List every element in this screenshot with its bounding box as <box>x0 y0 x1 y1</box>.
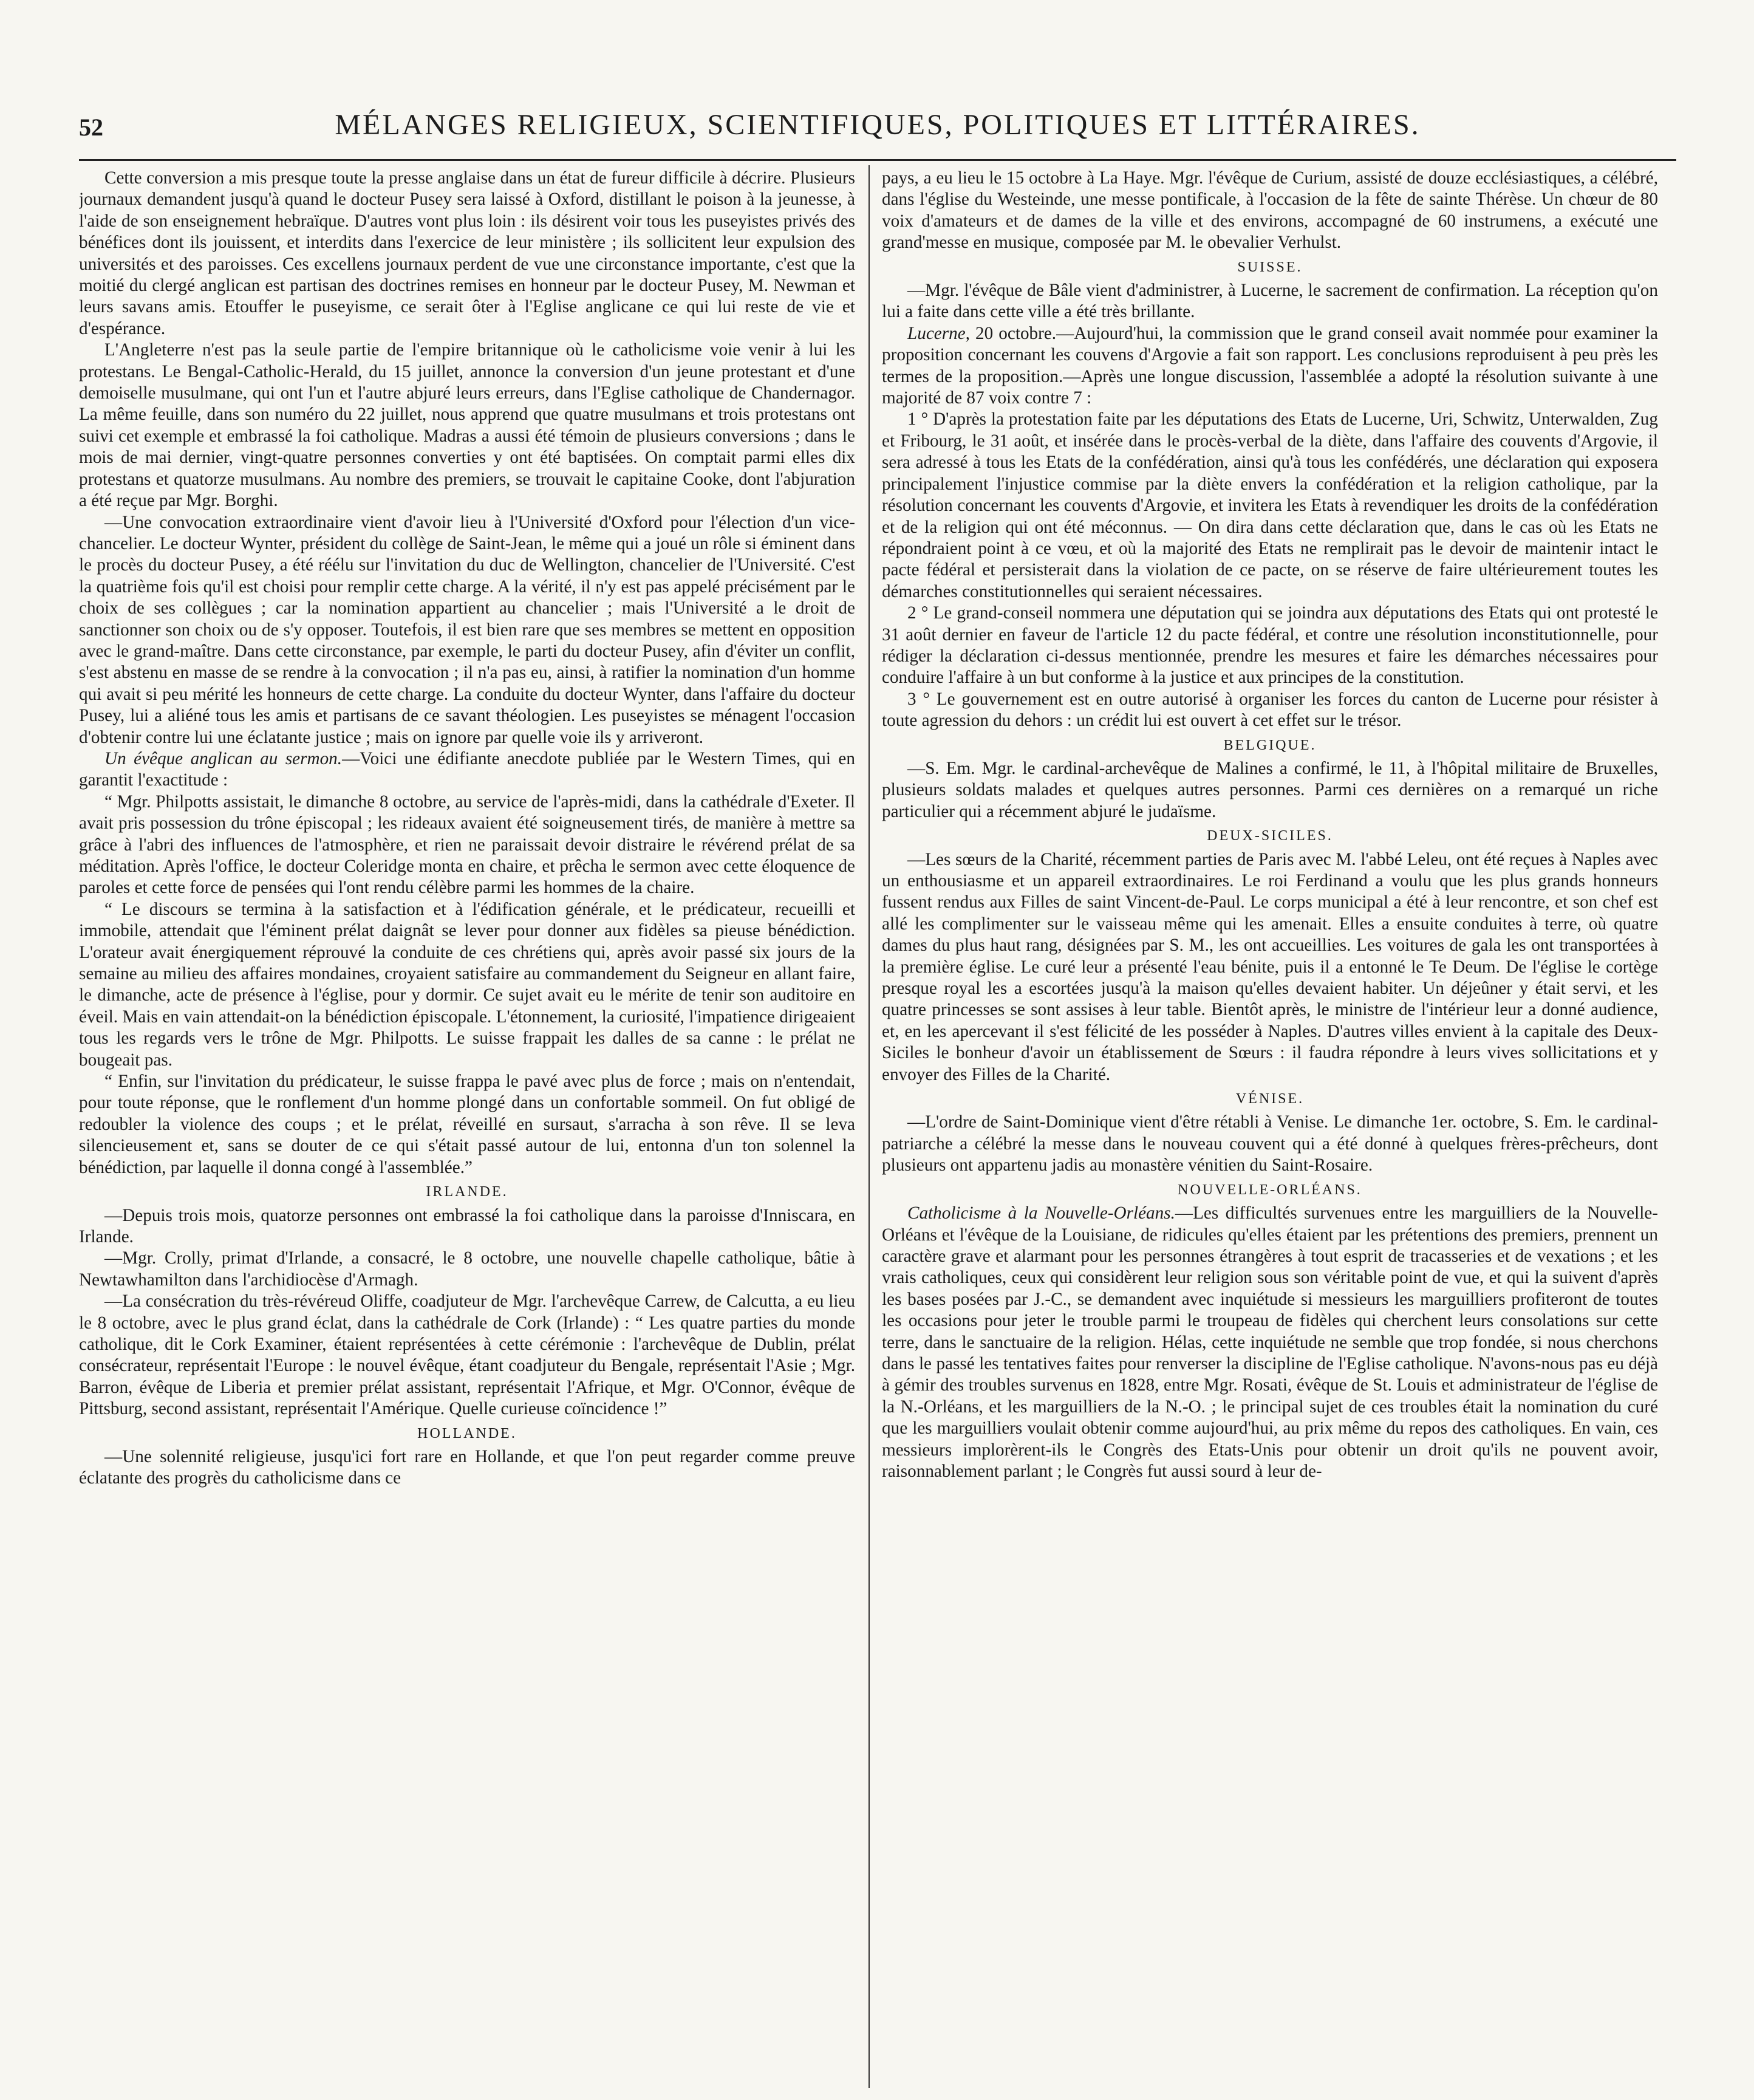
header-rule <box>79 159 1676 161</box>
paragraph: Cette conversion a mis presque toute la presse anglaise dans un état de fureur difficile à décrire. Plusieurs journaux demandent jusqu'à quand le docteur Pusey sera laissé à Oxford, distillant le poison à la jeunesse, à l'aide de son enseignement hebraïque. D'autres vont plus loin : ils désirent voir tous les puseyistes privés des bénéfices dont ils jouissent, et interdits dans l'exercice de leur ministère ; ils sollicitent leur expulsion des universités et des paroisses. Ces excellens journaux perdent de vue une circonstance importante, c'est que la moitié du clergé anglican est partisan des doctrines remises en honneur par le docteur Pusey, M. Newman et leurs savans amis. Etouffer le puseyisme, ce serait ôter à l'Eglise anglicane ce qui lui reste de vie et d'espérance. <box>79 168 855 338</box>
paragraph-lead: Catholicisme à la Nouvelle-Orléans. <box>907 1203 1175 1223</box>
paragraph: L'Angleterre n'est pas la seule partie de l'empire britannique où le catholicisme voie venir à lui les protestans. Le Bengal-Catholic-Herald, du 15 juillet, annonce la conversion d'un jeune protestant et d'une demoiselle musulmane, qui ont l'un et l'autre abjuré leurs erreurs, dans l'Eglise catholique de Chandernagor. La même feuille, dans son numéro du 22 juillet, nous apprend que quatre musulmans et trois protestans ont suivi cet exemple et embrassé la foi catholique. Madras a aussi été témoin de plusieurs conversions ; dans le mois de mai dernier, vingt-quatre personnes converties y ont été baptisées. On comptait parmi elles dix protestans et quatorze musulmans. Au nombre des premiers, se trouvait le capitaine Cooke, dont l'abjuration a été reçue par Mgr. Borghi. <box>79 340 855 511</box>
quote-paragraph: “ Enfin, sur l'invitation du prédicateur, le suisse frappa le pavé avec plus de force ; mais on n'entendait, pour toute réponse, que le ronflement d'un homme plongé dans un confortable sommeil. On fut obligé de redoubler la violence des coups ; et le prélat, réveillé en sursaut, s'arracha à son rêve. Il se leva silencieusement et, sans se douter de ce qui s'était passé autour de lui, entonna d'un ton solennel la bénédiction, par laquelle il donna congé à l'assemblée.” <box>79 1072 855 1177</box>
paragraph-lead: Un évêque anglican au sermon. <box>104 748 343 768</box>
paragraph-lead: Lucerne, <box>907 323 970 343</box>
paragraph: —Une convocation extraordinaire vient d'avoir lieu à l'Université d'Oxford pour l'élection d'un vice-chancelier. Le docteur Wynter, président du collège de Saint-Jean, le même qui a joué un rôle si éminent dans le procès du docteur Pusey, a été réélu sur l'invitation du duc de Wellington, chancelier de l'Université. C'est la quatrième fois qu'il est choisi pour remplir cette charge. A la vérité, il n'y est pas appelé précisément par le choix de ses collègues ; car la nomination appartient au chancelier ; mais l'Université a le droit de sanctionner son choix ou de s'y opposer. Toutefois, il est bien rare que ses membres se mettent en opposition avec le grand-maître. Dans cette circonstance, par exemple, le parti du docteur Pusey, afin d'éviter un conflit, s'est abstenu en masse de se rendre à la convocation ; il n'a pas eu, ainsi, à ratifier la nomination d'un homme qui avait si peu mérité les honneurs de cette charge. La conduite du docteur Wynter, dans l'affaire du docteur Pusey, lui a aliéné tous les amis et partisans de ce savant théologien. Les puseyistes se ménagent l'occasion d'obtenir contre lui une éclatante justice ; mais on ignore par quelle voie ils y arriveront. <box>79 512 855 747</box>
paragraph: —Mgr. l'évêque de Bâle vient d'administrer, à Lucerne, le sacrement de confirmation. La réception qu'on lui a faite dans cette ville a été très brillante. <box>882 281 1658 322</box>
quote-paragraph: “ Mgr. Philpotts assistait, le dimanche 8 octobre, au service de l'après-midi, dans la cathédrale d'Exeter. Il avait pris possession du trône épiscopal ; les rideaux avaient été soigneusement tirés, de manière à mettre sa grâce à l'abri des influences de l'atmosphère, et rien ne paraissait devoir distraire le révérend prélat de sa méditation. Après l'office, le docteur Coleridge monta en chaire, et prêcha le sermon avec cette éloquence de paroles et cette force de pensées qui l'ont rendu célèbre parmi les hommes de la chaire. <box>79 792 855 898</box>
paragraph: —La consécration du très-révéreud Oliffe, coadjuteur de Mgr. l'archevêque Carrew, de Calcutta, a eu lieu le 8 octobre, avec le plus grand éclat, dans la cathédrale de Cork (Irlande) : “ Les quatre parties du monde catholique, dit le Cork Examiner, étaient représentées à cette cérémonie : l'archevêque de Dublin, prélat consécrateur, représentait l'Europe : le nouvel évêque, étant coadjuteur du Bengale, représentait l'Asie ; Mgr. Barron, évêque de Liberia et premier prélat assistant, représentait l'Afrique, et Mgr. O'Connor, évêque de Pittsburg, second assistant, représentait l'Amérique. Quelle curieuse coïncidence !” <box>79 1291 855 1419</box>
column-rule <box>868 165 870 2088</box>
page-number: 52 <box>79 114 103 141</box>
paragraph: —Les sœurs de la Charité, récemment parties de Paris avec M. l'abbé Leleu, ont été reçues à Naples avec un enthousiasme et un appareil extraordinaires. Le roi Ferdinand a voulu que les plus grands honneurs fussent rendus aux Filles de saint Vincent-de-Paul. Le corps municipal a été à leur rencontre, et son chef est allé les complimenter sur le vaisseau même qui les amenait. Elles a ensuite conduites à terre, où quatre dames du plus haut rang, désignées par S. M., les ont accueillies. Les voitures de gala les ont transportées à la première église. Le curé leur a présenté l'eau bénite, puis il a entonné le Te Deum. De l'église le cortège presque royal les a escortées jusqu'à la maison qu'elles devaient habiter. Un déjeûner y était servi, et les quatre princesses se sont assises à leur table. Bientôt après, le ministre de l'intérieur leur a donné audience, et, en les apercevant il s'est félicité de les posséder à Naples. D'autres villes envient à la capitale des Deux-Siciles le bonheur d'avoir un établissement de Sœurs : il faudra répondre à leurs vives sollicitations et y envoyer des Filles de la Charité. <box>882 849 1658 1084</box>
paragraph <box>882 1203 1658 1482</box>
section-heading-irlande: IRLANDE. <box>426 1184 508 1200</box>
paragraph: —S. Em. Mgr. le cardinal-archevêque de Malines a confirmé, le 11, à l'hôpital militaire de Bruxelles, plusieurs soldats malades et quelques autres personnes. Parmi ces dernières on a remarqué un riche particulier qui a récemment abjuré le judaïsme. <box>882 758 1658 821</box>
section-heading-belgique: BELGIQUE. <box>1223 737 1317 753</box>
section-heading-hollande: HOLLANDE. <box>417 1425 517 1442</box>
page-header <box>79 108 1676 157</box>
paragraph: 1 ° D'après la protestation faite par les députations des Etats de Lucerne, Uri, Schwitz, Unterwalden, Zug et Fribourg, le 31 août, et insérée dans le procès-verbal de la diète, dans l'affaire des couvents d'Argovie, il sera adressé à tous les Etats de la confédération, ainsi qu'à tous les confédérés, une déclaration qui exposera principalement l'injustice commise par la diète envers la confédération et la religion catholique, par la résolution concernant les couvents d'Argovie, et invitera les Etats à revendiquer les droits de la confédération et de la religion qui ont été méconnus. — On dira dans cette déclaration que, dans le cas où les Etats ne répondraient point à ce vœu, et où la majorité des Etats ne remplirait pas le devoir de maintenir intact le pacte fédéral et persisterait dans la violation de ce pacte, on se réserve de faire ultérieurement toutes les démarches constitutionnelles qui seraient nécessaires. <box>882 409 1658 601</box>
paragraph: —L'ordre de Saint-Dominique vient d'être rétabli à Venise. Le dimanche 1er. octobre, S. Em. le cardinal-patriarche a célébré la messe dans le nouveau couvent qui a été donné à quelques frères-prêcheurs, dont plusieurs ont appartenu jadis au monastère vénitien du Saint-Rosaire. <box>882 1112 1658 1175</box>
paragraph: —Une solennité religieuse, jusqu'ici fort rare en Hollande, et que l'on peut regarder comme preuve éclatante des progrès du catholicisme dans ce <box>79 1446 855 1488</box>
paragraph: —Depuis trois mois, quatorze personnes ont embrassé la foi catholique dans la paroisse d'Inniscara, en Irlande. <box>79 1205 855 1247</box>
paragraph <box>79 748 855 792</box>
section-heading-suisse: SUISSE. <box>1237 259 1303 275</box>
running-title: MÉLANGES RELIGIEUX, SCIENTIFIQUES, POLITIQUES ET LITTÉRAIRES. <box>335 109 1421 141</box>
right-column <box>882 168 1658 2087</box>
paragraph-text: —Les difficultés survenues entre les marguilliers de la Nouvelle-Orléans et l'évêque de la Louisiane, de ridicules qu'elles étaient par les prétentions des premiers, prennent un caractère grave et alarmant pour les personnes étrangères à tout esprit de tracasseries et de vexations ; et les vrais catholiques, ceux qui considèrent leur religion sous son véritable point de vue, et qui la suivent d'après les bases posées par J.-C., se demandent avec inquiétude si messieurs les marguilliers profiteront de toutes les occasions pour jeter le trouble parmi le troupeau de fidèles qui cherchent leurs consolations sur cette terre, dans le sanctuaire de la religion. Hélas, cette inquiétude ne semble que trop fondée, si nous cherchons dans le passé les tentatives faites pour renverser la discipline de l'Eglise catholique. N'avons-nous pas eu déjà à gémir des troubles survenus en 1828, entre Mgr. Rosati, évêque de St. Louis et administrateur de l'église de la N.-Orléans, et les marguilliers de la N.-O. ; le principal sujet de ces troubles était la nomination du curé que les marguilliers voulait obtenir comme aujourd'hui, au prix même du repos des catholiques. En vain, ces messieurs implorèrent-ils le Congrès des Etats-Unis pour obtenir un droit qu'ils ne pouvent avoir, raisonnablement parlant ; le Congrès fut aussi sourd à leur de- <box>882 1203 1658 1481</box>
paragraph: 3 ° Le gouvernement est en outre autorisé à organiser les forces du canton de Lucerne pour résister à toute agression du dehors : un crédit lui est ouvert à cet effet sur le trésor. <box>882 689 1658 731</box>
quote-paragraph: “ Le discours se termina à la satisfaction et à l'édification générale, et le prédicateur, recueilli et immobile, attendait que l'éminent prélat daignât se lever pour donner aux fidèles sa pieuse bénédiction. L'orateur avait énergiquement réprouvé la conduite de ces chrétiens qui, après avoir passé six jours de la semaine au milieu des affaires mondaines, croyaient satisfaire au commandement du Seigneur en allant faire, le dimanche, acte de présence à l'église, pour y dormir. Ce sujet avait eu le mérite de tenir son auditoire en éveil. Mais en vain attendait-on la bénédiction épiscopale. L'étonnement, la curiosité, l'impatience dirigeaient tous les regards vers le trône de Mgr. Philpotts. Le suisse frappait les dalles de sa canne : le prélat ne bougeait pas. <box>79 899 855 1070</box>
paragraph <box>882 323 1658 409</box>
paragraph: 2 ° Le grand-conseil nommera une députation qui se joindra aux députations des Etats qui ont protesté le 31 août dernier en faveur de l'article 12 du pacte fédéral, et contre une résolution inconstitutionnelle, pour rédiger la déclaration ci-dessus mentionnée, prendre les mesures et faire les démarches nécessaires pour conduire l'affaire à un but conforme à la justice et aux principes de la constitution. <box>882 603 1658 688</box>
section-heading-venise: VÉNISE. <box>1235 1091 1305 1107</box>
paragraph: pays, a eu lieu le 15 octobre à La Haye. Mgr. l'évêque de Curium, assisté de douze ecclésiastiques, a célébré, dans l'église du Westeinde, une messe pontificale, à l'occasion de la fête de sainte Thérèse. Un chœur de 80 voix d'amateurs et de dames de la ville et des environs, accompagné de 60 instrumens, a exécuté une grand'messe en musique, composée par M. le obevalier Verhulst. <box>882 168 1658 253</box>
section-heading-deux-siciles: DEUX-SICILES. <box>1207 828 1333 844</box>
paragraph: —Mgr. Crolly, primat d'Irlande, a consacré, le 8 octobre, une nouvelle chapelle catholique, bâtie à Newtawhamilton dans l'archidiocèse d'Armagh. <box>79 1248 855 1290</box>
paragraph-text: —Voici une édifiante anecdote publiée par le Western Times, qui en garantit l'exactitude : <box>79 748 855 790</box>
section-heading-nouvelle-orleans: NOUVELLE-ORLÉANS. <box>1178 1182 1362 1198</box>
paragraph-text: 20 octobre.—Aujourd'hui, la commission que le grand conseil avait nommée pour examiner la proposition concernant les couvens d'Argovie a fait son rapport. Les conclusions reproduisent à peu près les termes de la proposition.—Après une longue discussion, l'assemblée a adopté la résolution suivante à une majorité de 87 voix contre 7 : <box>882 323 1658 408</box>
left-column <box>79 168 855 2087</box>
